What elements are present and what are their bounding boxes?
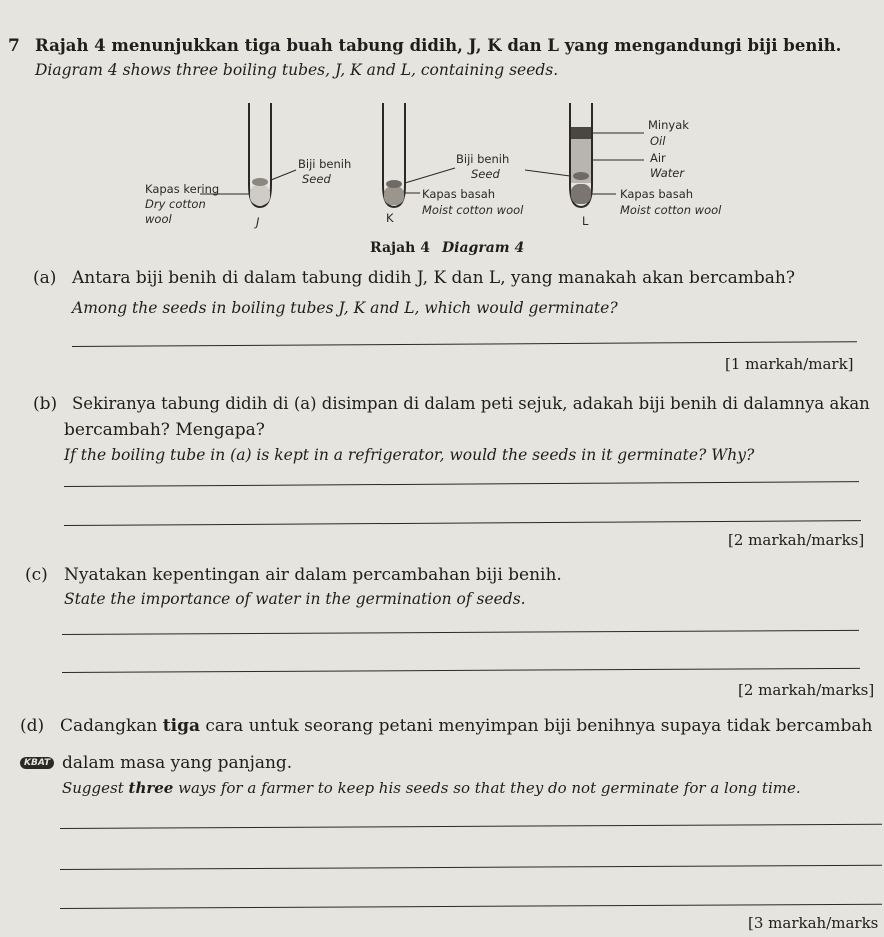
answer-line-d1[interactable] <box>60 824 882 829</box>
label-oil-malay: Minyak <box>648 118 689 132</box>
answer-line-b1[interactable] <box>64 481 859 487</box>
answer-line-a[interactable] <box>72 341 857 347</box>
label-oil-english: Oil <box>650 134 666 148</box>
part-d-marks: [3 markah/marks <box>748 914 879 932</box>
part-d-malay-2: dalam masa yang panjang. <box>62 753 293 773</box>
answer-line-c1[interactable] <box>62 630 859 635</box>
kbat-badge: KBAT <box>20 757 54 769</box>
part-c-english: State the importance of water in the germination of seeds. <box>64 590 526 608</box>
label-dry-cotton-english-1: Dry cotton <box>145 197 206 211</box>
part-d-english: Suggest three ways for a farmer to keep his seeds so that they do not germinate for a long time. <box>62 779 801 797</box>
question-number: 7 <box>8 36 20 56</box>
seed-j <box>252 178 268 186</box>
part-a-english: Among the seeds in boiling tubes J, K and L, which would germinate? <box>72 299 618 317</box>
seed-k <box>386 180 402 188</box>
oil-layer-l <box>571 127 591 139</box>
part-b-label: (b) <box>33 394 58 414</box>
part-b-malay-2: bercambah? Mengapa? <box>64 420 265 440</box>
part-c-malay: Nyatakan kepentingan air dalam percambahan biji benih. <box>64 565 562 585</box>
part-c-label: (c) <box>25 565 48 585</box>
part-a-label: (a) <box>33 268 57 288</box>
part-a-marks: [1 markah/mark] <box>725 355 854 373</box>
moist-cotton-l <box>571 184 591 204</box>
label-moist-l-malay: Kapas basah <box>620 187 694 201</box>
part-d-label: (d) <box>20 716 45 736</box>
answer-line-b2[interactable] <box>64 520 861 526</box>
part-b-marks: [2 markah/marks] <box>728 531 865 549</box>
label-moist-l-english: Moist cotton wool <box>620 203 722 217</box>
part-a-malay: Antara biji benih di dalam tabung didih J, K dan L, yang manakah akan bercambah? <box>72 268 795 288</box>
diagram-caption-english: Diagram 4 <box>442 240 525 256</box>
answer-line-d3[interactable] <box>60 904 882 909</box>
label-dry-cotton-malay: Kapas kering <box>145 182 220 196</box>
seed-l <box>573 172 589 180</box>
label-moist-k-english: Moist cotton wool <box>422 203 524 217</box>
label-seed-j-malay: Biji benih <box>298 157 352 171</box>
label-water-malay: Air <box>650 151 666 165</box>
label-dry-cotton-english-2: wool <box>145 212 172 226</box>
label-seed-j-english: Seed <box>302 172 331 186</box>
question-intro-malay: Rajah 4 menunjukkan tiga buah tabung didih, J, K dan L yang mengandungi biji benih. <box>35 36 842 55</box>
part-d-malay-1: Cadangkan tiga cara untuk seorang petani menyimpan biji benihnya supaya tidak bercambah <box>60 716 873 736</box>
question-intro-english: Diagram 4 shows three boiling tubes, J, K and L, containing seeds. <box>35 61 559 79</box>
label-tube-l: L <box>582 214 589 228</box>
answer-line-c2[interactable] <box>62 668 860 673</box>
part-b-english: If the boiling tube in (a) is kept in a refrigerator, would the seeds in it germinate? Why? <box>64 446 755 464</box>
answer-line-d2[interactable] <box>60 865 882 870</box>
diagram-boiling-tubes <box>0 90 884 260</box>
diagram-caption-malay: Rajah 4 <box>370 240 430 256</box>
label-tube-k: K <box>386 211 394 225</box>
label-moist-k-malay: Kapas basah <box>422 187 496 201</box>
moist-cotton-k <box>384 186 404 205</box>
label-seed-k-english: Seed <box>471 167 500 181</box>
dry-cotton-j <box>250 185 270 205</box>
label-tube-j: J <box>256 215 260 229</box>
label-water-english: Water <box>650 166 685 180</box>
part-b-malay-1: Sekiranya tabung didih di (a) disimpan di dalam peti sejuk, adakah biji benih di dalamnya akan <box>72 394 870 413</box>
part-c-marks: [2 markah/marks] <box>738 681 875 699</box>
label-seed-k-malay: Biji benih <box>456 152 510 166</box>
